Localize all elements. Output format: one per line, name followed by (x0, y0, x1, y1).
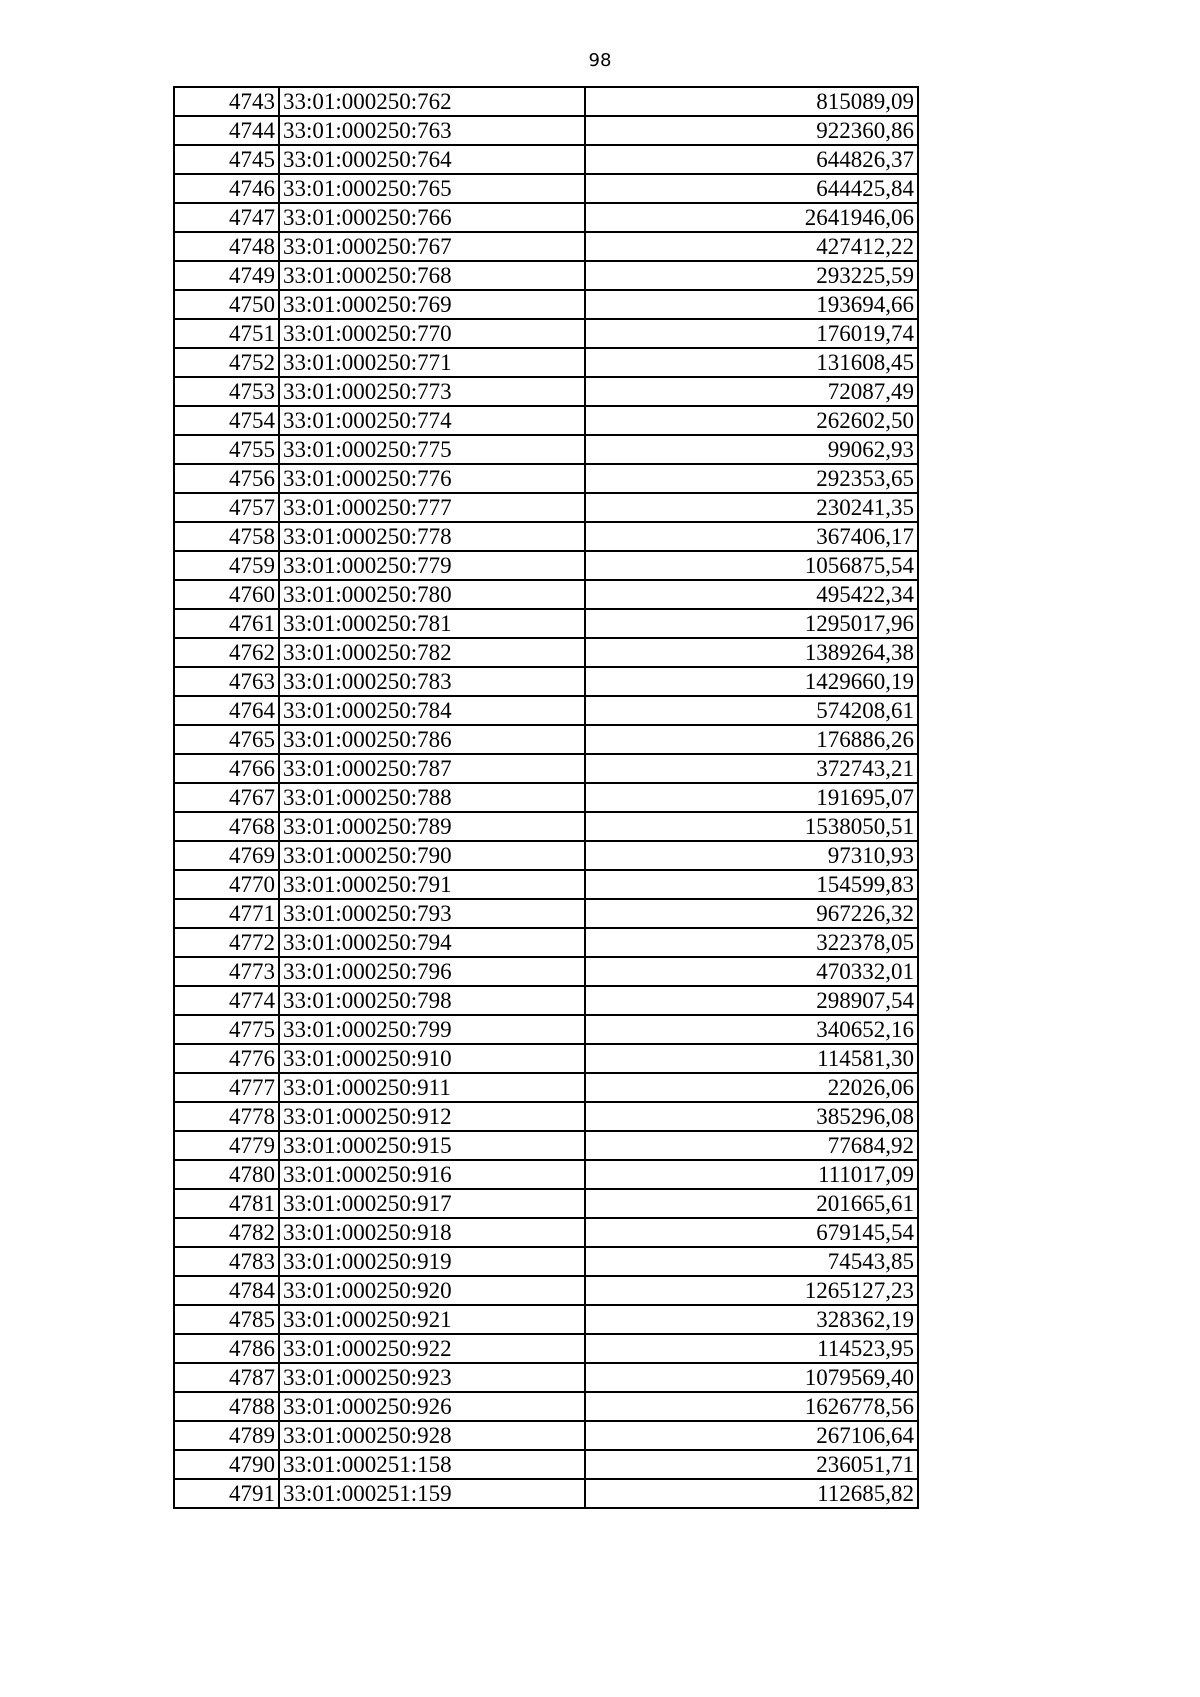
row-number-cell: 4772 (174, 928, 279, 957)
table-row (174, 1160, 918, 1189)
cadastral-value-cell: 201665,61 (585, 1189, 918, 1218)
row-number-cell: 4745 (174, 145, 279, 174)
cadastral-value-cell: 22026,06 (585, 1073, 918, 1102)
table-row (174, 609, 918, 638)
row-number-cell: 4759 (174, 551, 279, 580)
table-row (174, 1305, 918, 1334)
cadastral-value-cell: 99062,93 (585, 435, 918, 464)
cadastral-number-cell: 33:01:000250:782 (279, 638, 585, 667)
cadastral-value-cell: 74543,85 (585, 1247, 918, 1276)
table-row (174, 1392, 918, 1421)
cadastral-value-cell: 1389264,38 (585, 638, 918, 667)
cadastral-value-cell: 111017,09 (585, 1160, 918, 1189)
cadastral-value-cell: 967226,32 (585, 899, 918, 928)
cadastral-number-cell: 33:01:000250:778 (279, 522, 585, 551)
cadastral-value-cell: 262602,50 (585, 406, 918, 435)
cadastral-number-cell: 33:01:000250:919 (279, 1247, 585, 1276)
cadastral-value-cell: 322378,05 (585, 928, 918, 957)
cadastral-number-cell: 33:01:000250:783 (279, 667, 585, 696)
cadastral-value-cell: 644425,84 (585, 174, 918, 203)
cadastral-value-cell: 176886,26 (585, 725, 918, 754)
cadastral-number-cell: 33:01:000250:767 (279, 232, 585, 261)
row-number-cell: 4790 (174, 1450, 279, 1479)
table-row (174, 899, 918, 928)
cadastral-number-cell: 33:01:000250:922 (279, 1334, 585, 1363)
cadastral-number-cell: 33:01:000250:918 (279, 1218, 585, 1247)
row-number-cell: 4746 (174, 174, 279, 203)
row-number-cell: 4753 (174, 377, 279, 406)
cadastral-number-cell: 33:01:000250:923 (279, 1363, 585, 1392)
row-number-cell: 4763 (174, 667, 279, 696)
table-row (174, 1450, 918, 1479)
cadastral-value-cell: 385296,08 (585, 1102, 918, 1131)
cadastral-number-cell: 33:01:000250:769 (279, 290, 585, 319)
cadastral-number-cell: 33:01:000250:915 (279, 1131, 585, 1160)
cadastral-value-cell: 1538050,51 (585, 812, 918, 841)
table-row (174, 290, 918, 319)
table-row (174, 1015, 918, 1044)
row-number-cell: 4748 (174, 232, 279, 261)
table-row (174, 145, 918, 174)
cadastral-number-cell: 33:01:000250:763 (279, 116, 585, 145)
row-number-cell: 4765 (174, 725, 279, 754)
cadastral-number-cell: 33:01:000250:793 (279, 899, 585, 928)
table-row (174, 580, 918, 609)
table-row (174, 1334, 918, 1363)
cadastral-number-cell: 33:01:000250:928 (279, 1421, 585, 1450)
row-number-cell: 4785 (174, 1305, 279, 1334)
cadastral-value-cell: 372743,21 (585, 754, 918, 783)
table-row (174, 551, 918, 580)
cadastral-value-cell: 922360,86 (585, 116, 918, 145)
cadastral-number-cell: 33:01:000250:794 (279, 928, 585, 957)
row-number-cell: 4749 (174, 261, 279, 290)
row-number-cell: 4777 (174, 1073, 279, 1102)
cadastral-number-cell: 33:01:000250:791 (279, 870, 585, 899)
table-row (174, 116, 918, 145)
cadastral-value-cell: 1265127,23 (585, 1276, 918, 1305)
row-number-cell: 4781 (174, 1189, 279, 1218)
row-number-cell: 4762 (174, 638, 279, 667)
table-row (174, 493, 918, 522)
table-row (174, 754, 918, 783)
cadastral-number-cell: 33:01:000250:910 (279, 1044, 585, 1073)
table-row (174, 203, 918, 232)
cadastral-value-cell: 340652,16 (585, 1015, 918, 1044)
table-row (174, 435, 918, 464)
row-number-cell: 4744 (174, 116, 279, 145)
cadastral-number-cell: 33:01:000250:777 (279, 493, 585, 522)
row-number-cell: 4782 (174, 1218, 279, 1247)
cadastral-value-cell: 470332,01 (585, 957, 918, 986)
table-body (174, 87, 918, 1508)
cadastral-value-cell: 1429660,19 (585, 667, 918, 696)
table-row (174, 870, 918, 899)
row-number-cell: 4768 (174, 812, 279, 841)
cadastral-value-cell: 298907,54 (585, 986, 918, 1015)
table-row (174, 841, 918, 870)
cadastral-number-cell: 33:01:000251:158 (279, 1450, 585, 1479)
cadastral-number-cell: 33:01:000250:764 (279, 145, 585, 174)
table-row (174, 348, 918, 377)
row-number-cell: 4766 (174, 754, 279, 783)
cadastral-number-cell: 33:01:000250:798 (279, 986, 585, 1015)
table-row (174, 377, 918, 406)
table-row (174, 957, 918, 986)
table-row (174, 1102, 918, 1131)
cadastral-value-cell: 97310,93 (585, 841, 918, 870)
table-row (174, 1276, 918, 1305)
cadastral-value-cell: 1056875,54 (585, 551, 918, 580)
cadastral-value-cell: 679145,54 (585, 1218, 918, 1247)
cadastral-number-cell: 33:01:000250:766 (279, 203, 585, 232)
row-number-cell: 4751 (174, 319, 279, 348)
table-row (174, 319, 918, 348)
row-number-cell: 4770 (174, 870, 279, 899)
table-row (174, 1189, 918, 1218)
row-number-cell: 4775 (174, 1015, 279, 1044)
row-number-cell: 4788 (174, 1392, 279, 1421)
row-number-cell: 4769 (174, 841, 279, 870)
cadastral-value-cell: 495422,34 (585, 580, 918, 609)
cadastral-number-cell: 33:01:000250:765 (279, 174, 585, 203)
cadastral-number-cell: 33:01:000250:789 (279, 812, 585, 841)
cadastral-number-cell: 33:01:000250:784 (279, 696, 585, 725)
cadastral-value-cell: 230241,35 (585, 493, 918, 522)
table-row (174, 1421, 918, 1450)
cadastral-number-cell: 33:01:000250:786 (279, 725, 585, 754)
row-number-cell: 4752 (174, 348, 279, 377)
cadastral-value-cell: 1079569,40 (585, 1363, 918, 1392)
row-number-cell: 4764 (174, 696, 279, 725)
cadastral-value-table (173, 86, 919, 1509)
table-row (174, 1131, 918, 1160)
cadastral-number-cell: 33:01:000250:796 (279, 957, 585, 986)
table-row (174, 1044, 918, 1073)
table-row (174, 87, 918, 116)
row-number-cell: 4774 (174, 986, 279, 1015)
table-row (174, 667, 918, 696)
cadastral-value-cell: 131608,45 (585, 348, 918, 377)
cadastral-number-cell: 33:01:000251:159 (279, 1479, 585, 1508)
cadastral-value-cell: 114581,30 (585, 1044, 918, 1073)
table-row (174, 928, 918, 957)
table-row (174, 725, 918, 754)
row-number-cell: 4761 (174, 609, 279, 638)
cadastral-number-cell: 33:01:000250:770 (279, 319, 585, 348)
cadastral-number-cell: 33:01:000250:926 (279, 1392, 585, 1421)
cadastral-value-cell: 72087,49 (585, 377, 918, 406)
cadastral-number-cell: 33:01:000250:912 (279, 1102, 585, 1131)
table-row (174, 783, 918, 812)
cadastral-value-cell: 236051,71 (585, 1450, 918, 1479)
cadastral-number-cell: 33:01:000250:917 (279, 1189, 585, 1218)
table-row (174, 812, 918, 841)
row-number-cell: 4784 (174, 1276, 279, 1305)
row-number-cell: 4789 (174, 1421, 279, 1450)
cadastral-value-cell: 191695,07 (585, 783, 918, 812)
row-number-cell: 4747 (174, 203, 279, 232)
table-row (174, 261, 918, 290)
table-row (174, 1363, 918, 1392)
row-number-cell: 4780 (174, 1160, 279, 1189)
row-number-cell: 4783 (174, 1247, 279, 1276)
cadastral-value-cell: 112685,82 (585, 1479, 918, 1508)
cadastral-value-cell: 77684,92 (585, 1131, 918, 1160)
cadastral-value-cell: 293225,59 (585, 261, 918, 290)
row-number-cell: 4767 (174, 783, 279, 812)
page-number: 98 (588, 50, 612, 71)
cadastral-number-cell: 33:01:000250:780 (279, 580, 585, 609)
cadastral-value-cell: 176019,74 (585, 319, 918, 348)
table-row (174, 1247, 918, 1276)
cadastral-value-cell: 267106,64 (585, 1421, 918, 1450)
cadastral-number-cell: 33:01:000250:773 (279, 377, 585, 406)
cadastral-number-cell: 33:01:000250:920 (279, 1276, 585, 1305)
row-number-cell: 4754 (174, 406, 279, 435)
table-row (174, 174, 918, 203)
cadastral-value-cell: 154599,83 (585, 870, 918, 899)
table-row (174, 232, 918, 261)
table-row (174, 1073, 918, 1102)
row-number-cell: 4779 (174, 1131, 279, 1160)
row-number-cell: 4787 (174, 1363, 279, 1392)
row-number-cell: 4758 (174, 522, 279, 551)
cadastral-value-cell: 2641946,06 (585, 203, 918, 232)
cadastral-number-cell: 33:01:000250:911 (279, 1073, 585, 1102)
table-row (174, 696, 918, 725)
cadastral-number-cell: 33:01:000250:771 (279, 348, 585, 377)
cadastral-number-cell: 33:01:000250:768 (279, 261, 585, 290)
cadastral-value-cell: 114523,95 (585, 1334, 918, 1363)
cadastral-value-cell: 328362,19 (585, 1305, 918, 1334)
cadastral-number-cell: 33:01:000250:921 (279, 1305, 585, 1334)
table-row (174, 1479, 918, 1508)
row-number-cell: 4743 (174, 87, 279, 116)
cadastral-value-cell: 1295017,96 (585, 609, 918, 638)
cadastral-value-cell: 644826,37 (585, 145, 918, 174)
row-number-cell: 4771 (174, 899, 279, 928)
cadastral-number-cell: 33:01:000250:762 (279, 87, 585, 116)
cadastral-value-cell: 815089,09 (585, 87, 918, 116)
row-number-cell: 4776 (174, 1044, 279, 1073)
row-number-cell: 4757 (174, 493, 279, 522)
table-row (174, 406, 918, 435)
table-row (174, 1218, 918, 1247)
row-number-cell: 4791 (174, 1479, 279, 1508)
cadastral-number-cell: 33:01:000250:916 (279, 1160, 585, 1189)
row-number-cell: 4773 (174, 957, 279, 986)
cadastral-number-cell: 33:01:000250:774 (279, 406, 585, 435)
cadastral-value-cell: 292353,65 (585, 464, 918, 493)
table-row (174, 638, 918, 667)
table-row (174, 986, 918, 1015)
row-number-cell: 4786 (174, 1334, 279, 1363)
cadastral-value-cell: 367406,17 (585, 522, 918, 551)
cadastral-number-cell: 33:01:000250:781 (279, 609, 585, 638)
cadastral-number-cell: 33:01:000250:775 (279, 435, 585, 464)
cadastral-number-cell: 33:01:000250:799 (279, 1015, 585, 1044)
cadastral-value-cell: 427412,22 (585, 232, 918, 261)
row-number-cell: 4760 (174, 580, 279, 609)
row-number-cell: 4778 (174, 1102, 279, 1131)
cadastral-value-cell: 193694,66 (585, 290, 918, 319)
cadastral-number-cell: 33:01:000250:788 (279, 783, 585, 812)
row-number-cell: 4750 (174, 290, 279, 319)
table-row (174, 522, 918, 551)
cadastral-number-cell: 33:01:000250:790 (279, 841, 585, 870)
row-number-cell: 4756 (174, 464, 279, 493)
row-number-cell: 4755 (174, 435, 279, 464)
cadastral-number-cell: 33:01:000250:779 (279, 551, 585, 580)
table-row (174, 464, 918, 493)
cadastral-number-cell: 33:01:000250:776 (279, 464, 585, 493)
cadastral-value-cell: 574208,61 (585, 696, 918, 725)
cadastral-value-cell: 1626778,56 (585, 1392, 918, 1421)
cadastral-number-cell: 33:01:000250:787 (279, 754, 585, 783)
